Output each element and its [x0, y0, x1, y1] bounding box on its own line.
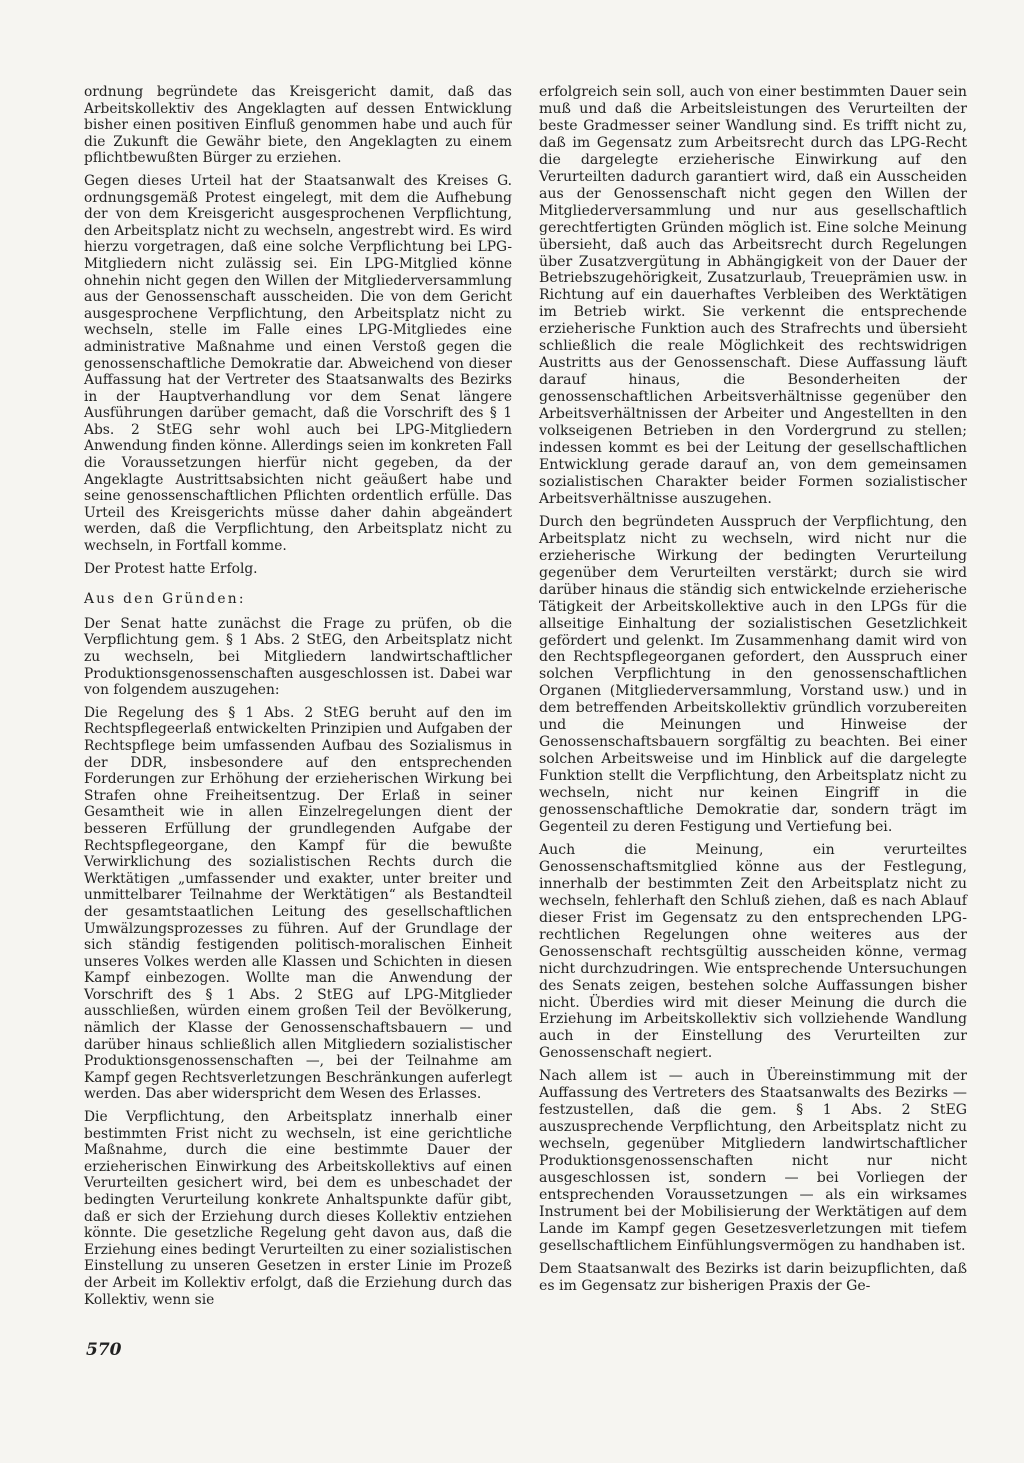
paragraph: Der Protest hatte Erfolg.: [84, 560, 258, 577]
paragraph: Nach allem ist — auch in Übereinstimmung mit der Auffassung des Vertreters des Staatsanwalts des Bezirks — festzustellen, daß die gem. § 1 Abs. 2 StEG auszusprechende Verpflichtung, den Arbeitsplatz nicht zu wechseln, gegenüber Mitgliedern landwirtschaftlicher Produktionsgenossenschaften nicht nur nicht ausgeschlossen ist, sondern — bei Vorliegen der entsprechenden Voraussetzungen — als ein wirksames Instrument bei der Mobilisierung der Werktätigen auf dem Lande im Kampf gegen Gesetzesverletzungen mit tiefem gesellschaftlichem Einfühlungsvermögen zu handhaben ist.: [539, 1068, 967, 1254]
paragraph: ordnung begründete das Kreisgericht damit, daß das Arbeitskollektiv des Angeklagten auf dessen Entwicklung bisher einen positiven Einfluß genommen habe und auch für die Zukunft die Gewähr biete, den Angeklagten zu einem pflichtbewußten Bürger zu erziehen.: [84, 84, 512, 167]
paragraph: Der Senat hatte zunächst die Frage zu prüfen, ob die Verpflichtung gem. § 1 Abs. 2 StEG, den Arbeitsplatz nicht zu wechseln, bei Mitgliedern landwirtschaftlicher Produktionsgenossenschaften ausgeschlossen ist. Dabei war von folgendem auszugehen:: [84, 615, 512, 699]
page-number: 570: [86, 1340, 122, 1360]
paragraph: Gegen dieses Urteil hat der Staatsanwalt des Kreises G. ordnungsgemäß Protest eingelegt, mit dem die Aufhebung der von dem Kreisgericht ausgesprochenen Verpflichtung, den Arbeitsplatz nicht zu wechseln, angestrebt wird. Es wird hierzu vorgetragen, daß eine solche Verpflichtung bei LPG-Mitgliedern nicht zulässig sei. Ein LPG-Mitglied könne ohnehin nicht gegen den Willen der Mitgliederversammlung aus der Genossenschaft ausscheiden. Die von dem Gericht ausgesprochene Verpflichtung, den Arbeitsplatz nicht zu wechseln, stelle im Falle eines LPG-Mitgliedes eine administrative Maßnahme und einen Verstoß gegen die genossenschaftliche Demokratie dar. Abweichend von dieser Auffassung hat der Vertreter des Staatsanwalts des Bezirks in der Hauptverhandlung vor dem Senat längere Ausführungen darüber gemacht, daß die Vorschrift des § 1 Abs. 2 StEG sehr wohl auch bei LPG-Mitgliedern Anwendung finden könne. Allerdings seien im konkreten Fall die Voraussetzungen hierfür nicht gegeben, da der Angeklagte Austrittsabsichten nicht geäußert habe und seine genossenschaftlichen Pflichten ordentlich erfülle. Das Urteil des Kreisgerichts müsse daher dahin abgeändert werden, daß die Verpflichtung, den Arbeitsplatz nicht zu wechseln, in Fortfall komme.: [84, 172, 512, 555]
paragraph: Auch die Meinung, ein verurteiltes Genossenschaftsmitglied könne aus der Festlegung, innerhalb der bestimmten Zeit den Arbeitsplatz nicht zu wechseln, fehlerhaft den Schluß ziehen, daß es nach Ablauf dieser Frist im Gegensatz zu den entsprechenden LPG-rechtlichen Regelungen ohne weiteres aus der Genossenschaft rechtsgültig ausscheiden könne, vermag nicht durchzudringen. Wie entsprechende Untersuchungen des Senats zeigen, bestehen solche Auffassungen bisher nicht. Überdies wird mit dieser Meinung die durch die Erziehung im Arbeitskollektiv sich vollziehende Wandlung auch in der Einstellung des Verurteilten zur Genossenschaft negiert.: [539, 841, 968, 1062]
paragraph: erfolgreich sein soll, auch von einer bestimmten Dauer sein muß und daß die Arbeitsleistungen des Verurteilten der beste Gradmesser seiner Wandlung sind. Es trifft nicht zu, daß im Gegensatz zum Arbeitsrecht durch das LPG-Recht die dargelegte erzieherische Einwirkung auf den Verurteilten dadurch garantiert wird, daß ein Ausscheiden aus der Genossenschaft nicht gegen den Willen der Mitgliederversammlung und nur aus gesellschaftlich gerechtfertigten Gründen möglich ist. Eine solche Meinung übersieht, daß auch das Arbeitsrecht durch Regelungen über Zusatzvergütung in Abhängigkeit von der Dauer der Betriebszugehörigkeit, Zusatzurlaub, Treueprämien usw. in Richtung auf ein dauerhaftes Verbleiben des Werktätigen im Betrieb wirkt. Sie verkennt die entsprechende erzieherische Funktion auch des Strafrechts und übersieht schließlich die reale Möglichkeit des rechtswidrigen Austritts aus der Genossenschaft. Diese Auffassung läuft darauf hinaus, die Besonderheiten der genossenschaftlichen Arbeitsverhältnisse gegenüber den Arbeitsverhältnissen der Arbeiter und Angestellten in den volkseigenen Betrieben in den Vordergrund zu stellen; indessen kommt es bei der Leitung der gesellschaftlichen Entwicklung gerade darauf an, von dem gemeinsamen sozialistischen Charakter beider Formen sozialistischer Arbeitsverhältnisse auszugehen.: [539, 84, 967, 507]
paragraph: Die Verpflichtung, den Arbeitsplatz innerhalb einer bestimmten Frist nicht zu wechseln, ist eine gerichtliche Maßnahme, durch die eine bestimmte Dauer der erzieherischen Einwirkung des Arbeitskollektivs auf einen Verurteilten gesichert wird, bei dem es unbeschadet der bedingten Verurteilung konkrete Anhaltspunkte dafür gibt, daß er sich der Erziehung durch dieses Kollektiv entziehen könnte. Die gesetzliche Regelung geht davon aus, daß die Erziehung eines bedingt Verurteilten zu einer sozialistischen Einstellung zu unseren Gesetzen in erster Linie im Prozeß der Arbeit im Kollektiv erfolgt, daß die Erziehung durch das Kollektiv, wenn sie: [84, 1109, 512, 1308]
right-column: [539, 84, 967, 1301]
section-heading: Aus den Gründen:: [84, 591, 246, 608]
left-column: [84, 84, 512, 1314]
paragraph: Die Regelung des § 1 Abs. 2 StEG beruht auf den im Rechtspflegeerlaß entwickelten Prinzipien und Aufgaben der Rechtspflege beim umfassenden Aufbau des Sozialismus in der DDR, insbesondere auf den entsprechenden Forderungen zur Erhöhung der erzieherischen Wirkung bei Strafen ohne Freiheitsentzug. Der Erlaß in seiner Gesamtheit wie in allen Einzelregelungen dient der besseren Erfüllung der grundlegenden Aufgabe der Rechtspflegeorgane, den Kampf für die bewußte Verwirklichung des sozialistischen Rechts durch die Werktätigen „umfassender und exakter, unter breiter und unmittelbarer Teilnahme der Werktätigen“ als Bestandteil der gesamtstaatlichen Leitung des gesellschaftlichen Umwälzungsprozesses zu führen. Auf der Grundlage der sich ständig festigenden politisch-moralischen Einheit unseres Volkes werden alle Klassen und Schichten in diesen Kampf einbezogen. Wollte man die Anwendung der Vorschrift des § 1 Abs. 2 StEG auf LPG-Mitglieder ausschließen, würden einem großen Teil der Bevölkerung, nämlich der Klasse der Genossenschaftsbauern — und darüber hinaus schließlich allen Mitgliedern sozialistischer Produktionsgenossenschaften —, bei der Teilnahme am Kampf gegen Rechtsverletzungen Beschränkungen auferlegt werden. Das aber widerspricht dem Wesen des Erlasses.: [84, 704, 512, 1103]
paragraph: Dem Staatsanwalt des Bezirks ist darin beizupflichten, daß es im Gegensatz zur bisherigen Praxis der Ge-: [539, 1260, 967, 1294]
paragraph: Durch den begründeten Ausspruch der Verpflichtung, den Arbeitsplatz nicht zu wechseln, wird nicht nur die erzieherische Wirkung der bedingten Verurteilung gegenüber dem Verurteilten verstärkt; durch sie wird darüber hinaus die ständig sich entwickelnde erzieherische Tätigkeit der Arbeitskollektive auch in den LPGs für die allseitige Einhaltung der sozialistischen Gesetzlichkeit gefördert und gelenkt. Im Zusammenhang damit wird von den Rechtspflegeorganen gefordert, den Ausspruch einer solchen Verpflichtung in den genossenschaftlichen Organen (Mitgliederversammlung, Vorstand usw.) und in dem betreffenden Arbeitskollektiv gründlich vorzubereiten und die Meinungen und Hinweise der Genossenschaftsbauern sorgfältig zu beachten. Bei einer solchen Arbeitsweise und im Hinblick auf die dargelegte Funktion stellt die Verpflichtung, den Arbeitsplatz nicht zu wechseln, nicht nur keinen Eingriff in die genossenschaftliche Demokratie dar, sondern trägt im Gegenteil zu deren Festigung und Vertiefung bei.: [539, 513, 967, 835]
